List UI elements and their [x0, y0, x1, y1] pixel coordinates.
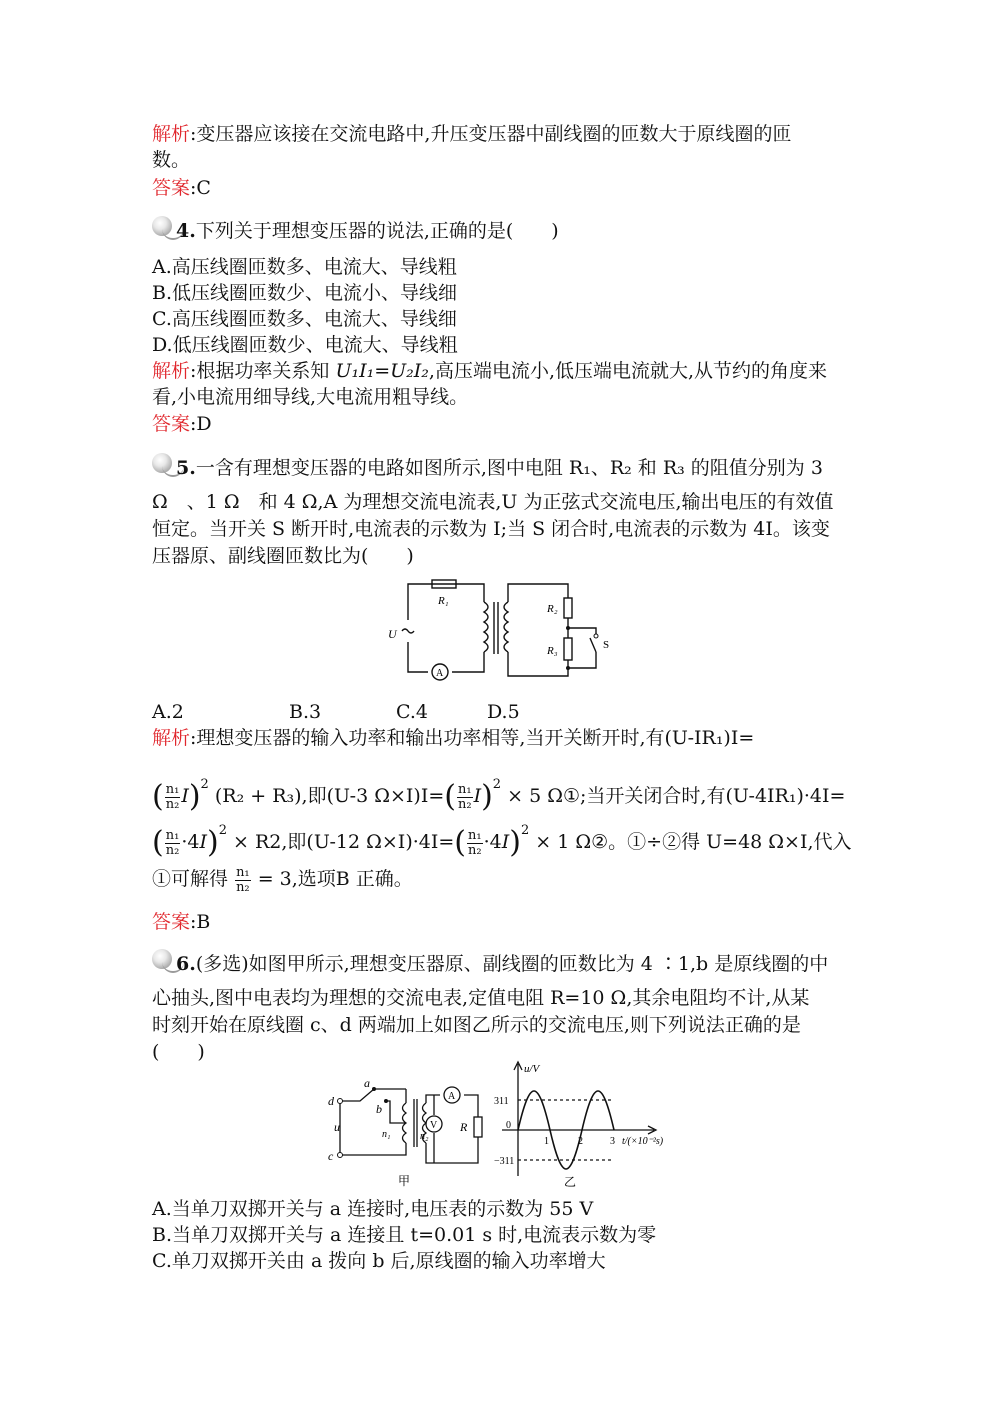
- graph-tick-3: 3: [610, 1136, 615, 1147]
- q5-answer: 答案:B: [152, 911, 211, 933]
- q3-analysis-line1: 解析:变压器应该接在交流电路中,升压变压器中副线圈的匝数大于原线圈的匝: [152, 123, 792, 145]
- graph-tick-1: 1: [544, 1136, 549, 1147]
- q6-fig-jia-label: 甲: [398, 1174, 411, 1188]
- q6-stem-line4: ( ): [152, 1041, 205, 1063]
- q5-option-b: B.3: [289, 701, 322, 723]
- q4-option-b: B.低压线圈匝数少、电流小、导线细: [152, 282, 458, 304]
- q6-circuit-figure-jia: [322, 1075, 492, 1190]
- graph-origin: 0: [506, 1120, 511, 1131]
- q3-analysis-line2: 数。: [152, 149, 191, 171]
- q5-fig-r2: R₂: [547, 603, 558, 615]
- q5-circuit-figure: [380, 572, 620, 692]
- graph-tick-2: 2: [578, 1136, 583, 1147]
- question-bullet-icon: [152, 453, 172, 473]
- q6-fig-r: R: [460, 1120, 468, 1134]
- q6-stem-line1: 6.(多选)如图甲所示,理想变压器原、副线圈的匝数比为 4 ∶1,b 是原线圈的中: [176, 953, 829, 975]
- question-bullet-icon: [152, 216, 172, 236]
- q4-analysis-line1: 解析:根据功率关系知 U₁I₁=U₂I₂,高压端电流小,低压端电流就大,从节约的角度来: [152, 360, 828, 382]
- q6-stem-line2: 心抽头,图中电表均为理想的交流电表,定值电阻 R=10 Ω,其余电阻均不计,从某: [152, 987, 810, 1009]
- q5-stem-line3: 恒定。当开关 S 断开时,电流表的示数为 I;当 S 闭合时,电流表的示数为 4I。该变: [152, 518, 830, 540]
- q5-analysis-line2: ( $\frac{\text{n₁}}{\text{n₂}}$ I)$^2$ (R₂ + R₃),即(U-3 Ω×I)I=( $\frac{\text{n₁}}{\text{n₂}}$ I)$^2$ × 5 Ω①;当开关闭合时,有(U-4IR₁)·4I=: [152, 777, 846, 814]
- q6-option-b: B.当单刀双掷开关与 a 连接且 t=0.01 s 时,电流表示数为零: [152, 1224, 657, 1246]
- q5-stem-line2: Ω 、1 Ω 和 4 Ω,A 为理想交流电流表,U 为正弦式交流电压,输出电压的有效值: [152, 491, 834, 513]
- q5-option-a: A.2: [152, 701, 184, 723]
- q6-fig-yi-label: 乙: [564, 1175, 577, 1189]
- q6-stem-line3: 时刻开始在原线圈 c、d 两端加上如图乙所示的交流电压,则下列说法正确的是: [152, 1014, 801, 1036]
- q6-fig-n2: n₂: [420, 1131, 429, 1142]
- q4-option-a: A.高压线圈匝数多、电流大、导线粗: [152, 256, 457, 278]
- q5-option-c: C.4: [396, 701, 428, 723]
- q6-fig-u: u: [334, 1120, 340, 1134]
- graph-y-max: 311: [494, 1096, 509, 1107]
- q5-analysis-line1: 解析:理想变压器的输入功率和输出功率相等,当开关断开时,有(U-IR₁)I=: [152, 727, 755, 749]
- q6-fig-d: d: [328, 1094, 334, 1108]
- q5-option-d: D.5: [487, 701, 520, 723]
- q5-stem-line1: 5.一含有理想变压器的电路如图所示,图中电阻 R₁、R₂ 和 R₃ 的阻值分别为 3: [176, 457, 823, 479]
- graph-x-label: t/(×10⁻²s): [622, 1136, 664, 1147]
- question-bullet-icon: [152, 949, 172, 969]
- q6-fig-b: b: [376, 1102, 382, 1116]
- q4-analysis-line2: 看,小电流用细导线,大电流用粗导线。: [152, 386, 469, 408]
- q6-fig-a: a: [364, 1076, 370, 1090]
- q6-fig-n1: n₁: [382, 1129, 391, 1140]
- q5-stem-line4: 压器原、副线圈匝数比为( ): [152, 545, 414, 567]
- q6-fig-c: c: [328, 1149, 334, 1163]
- q4-option-d: D.低压线圈匝数少、电流大、导线粗: [152, 334, 458, 356]
- graph-y-min: −311: [494, 1156, 515, 1167]
- q5-analysis-line4: ①可解得 $\frac{\text{n₁}}{\text{n₂}}$ = 3,选项B 正确。: [152, 864, 413, 895]
- q5-fig-switch: S: [603, 639, 610, 651]
- q5-fig-r1: R₁: [438, 595, 449, 607]
- q6-fig-ammeter: A: [448, 1091, 456, 1102]
- q5-fig-u: U: [388, 627, 397, 641]
- q6-graph-figure-yi: [494, 1058, 684, 1190]
- q6-option-a: A.当单刀双掷开关与 a 连接时,电压表的示数为 55 V: [152, 1198, 594, 1220]
- q4-stem: 4.下列关于理想变压器的说法,正确的是( ): [176, 220, 559, 242]
- graph-y-label: u/V: [524, 1063, 540, 1075]
- q5-fig-ammeter: A: [436, 668, 444, 679]
- q5-analysis-line3: ( $\frac{\text{n₁}}{\text{n₂}}$ ·4I)$^2$ × R2,即(U-12 Ω×I)·4I=( $\frac{\text{n₁}}{\text{n₂}}$ ·4I)$^2$ × 1 Ω②。①÷②得 U=48 Ω×I,代入: [152, 823, 852, 860]
- q4-answer: 答案:D: [152, 413, 212, 435]
- q6-option-c: C.单刀双掷开关由 a 拨向 b 后,原线圈的输入功率增大: [152, 1250, 606, 1272]
- q3-answer: 答案:C: [152, 177, 211, 199]
- q5-fig-r3: R₃: [547, 645, 558, 657]
- q6-fig-voltmeter: V: [430, 1120, 438, 1131]
- q4-option-c: C.高压线圈匝数多、电流大、导线细: [152, 308, 457, 330]
